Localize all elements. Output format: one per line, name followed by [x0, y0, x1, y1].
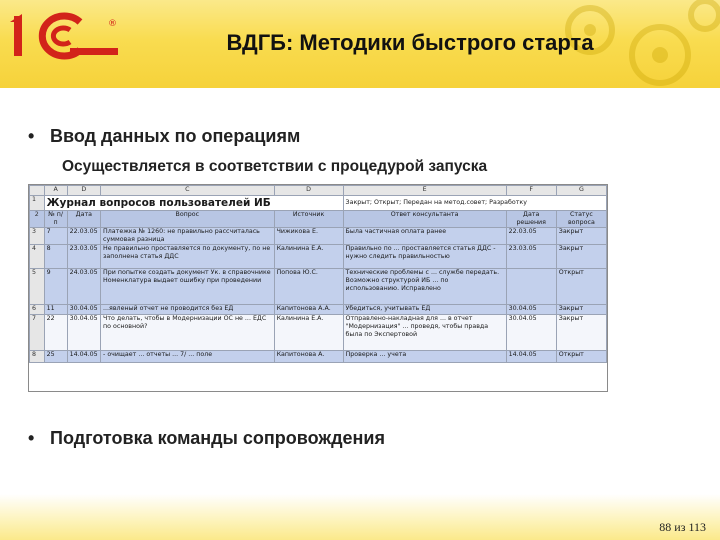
column-letter[interactable]: G — [556, 186, 606, 196]
row-number: 3 — [30, 228, 45, 245]
cell-source[interactable]: Калинина Е.А. — [274, 245, 343, 269]
cell-decision-date[interactable]: 30.04.05 — [506, 315, 556, 351]
cell-question[interactable]: ...явленый отчет не проводится без ЕД — [101, 305, 275, 315]
cell-status[interactable]: Открыт — [556, 269, 606, 305]
column-letter[interactable]: A — [44, 186, 67, 196]
cell-number[interactable]: 25 — [44, 351, 67, 363]
cell-decision-date[interactable] — [506, 269, 556, 305]
row-number: 6 — [30, 305, 45, 315]
cell-source[interactable]: Калинина Е.А. — [274, 315, 343, 351]
cell-source[interactable]: Чижикова Е. — [274, 228, 343, 245]
cell-number[interactable]: 11 — [44, 305, 67, 315]
cell-answer[interactable]: Убедиться, учитывать ЕД — [343, 305, 506, 315]
header-date: Дата — [67, 211, 100, 228]
row-number: 4 — [30, 245, 45, 269]
cell-question[interactable]: Не правильно проставляется по документу, по не заполнена статья ДДС — [101, 245, 275, 269]
spreadsheet-screenshot — [28, 184, 608, 392]
bullet-item-2 — [28, 428, 385, 449]
cell-number[interactable]: 22 — [44, 315, 67, 351]
bullet-icon: • — [28, 126, 35, 146]
column-letter[interactable]: C — [101, 186, 275, 196]
cell-answer[interactable]: Проверка ... учета — [343, 351, 506, 363]
cell-question[interactable]: Что делать, чтобы в Модернизации ОС не ... ЕДС по основной? — [101, 315, 275, 351]
bullet-item-1 — [28, 126, 300, 147]
cell-source[interactable]: Капитонова А. — [274, 351, 343, 363]
cell-date[interactable]: 30.04.05 — [67, 315, 100, 351]
page-number: 88 из 113 — [659, 520, 706, 534]
table-header-row: 2 № п/п Дата Вопрос Источник Ответ консультанта Дата решения Статус вопроса — [30, 211, 607, 228]
header-status: Статус вопроса — [556, 211, 606, 228]
table-row[interactable] — [30, 245, 607, 269]
header-decision-date: Дата решения — [506, 211, 556, 228]
cell-number[interactable]: 7 — [44, 228, 67, 245]
cell-status[interactable]: Закрыт — [556, 315, 606, 351]
bullet-item-1-subtext: Осуществляется в соответствии с процедурой запуска — [62, 158, 488, 175]
cell-decision-date[interactable]: 14.04.05 — [506, 351, 556, 363]
cell-status[interactable]: Закрыт — [556, 228, 606, 245]
cell-answer[interactable]: Отправлено-накладная для ... в отчет "Модернизация" ... проведя, чтобы правда была по Экспертовой — [343, 315, 506, 351]
cell-question[interactable]: Платежка № 1260: не правильно рассчиталась суммовая разница — [101, 228, 275, 245]
cell-status[interactable]: Закрыт — [556, 305, 606, 315]
table-row[interactable] — [30, 269, 607, 305]
table-row[interactable] — [30, 228, 607, 245]
cell-date[interactable]: 30.04.05 — [67, 305, 100, 315]
cell-decision-date[interactable]: 30.04.05 — [506, 305, 556, 315]
header-question: Вопрос — [101, 211, 275, 228]
journal-title: Журнал вопросов пользователей ИБ — [44, 196, 343, 211]
column-letter[interactable]: E — [343, 186, 506, 196]
cell-source[interactable]: Капитонова А.А. — [274, 305, 343, 315]
cell-decision-date[interactable]: 23.03.05 — [506, 245, 556, 269]
cell-date[interactable]: 22.03.05 — [67, 228, 100, 245]
bullet-icon: • — [28, 428, 35, 448]
table-row[interactable] — [30, 305, 607, 315]
header-source: Источник — [274, 211, 343, 228]
row-number: 8 — [30, 351, 45, 363]
bullet-item-2-text: Подготовка команды сопровождения — [50, 428, 385, 448]
cell-status[interactable]: Открыт — [556, 351, 606, 363]
cell-number[interactable]: 9 — [44, 269, 67, 305]
cell-answer[interactable]: Технические проблемы с ... службе передать. Возможно структурой ИБ ... по использованию. Исправлено — [343, 269, 506, 305]
svg-text:®: ® — [108, 19, 117, 29]
cell-question[interactable]: При попытке создать документ Ук. в справочнике Номенклатура выдает ошибку при проведении — [101, 269, 275, 305]
table-row[interactable] — [30, 315, 607, 351]
row-number: 7 — [30, 315, 45, 351]
bullet-item-1-text: Ввод данных по операциям — [50, 126, 301, 146]
column-letter[interactable]: D — [67, 186, 100, 196]
header-answer: Ответ консультанта — [343, 211, 506, 228]
footer-band — [0, 494, 720, 540]
page-title: ВДГБ: Методики быстрого старта — [226, 30, 594, 55]
column-letter[interactable]: D — [274, 186, 343, 196]
header-number: № п/п — [44, 211, 67, 228]
row-number: 5 — [30, 269, 45, 305]
cell-date[interactable]: 14.04.05 — [67, 351, 100, 363]
journal-status-legend: Закрыт; Открыт; Передан на метод.совет; Разработку — [343, 196, 606, 211]
journal-title-row: 1 Журнал вопросов пользователей ИБ Закрыт; Открыт; Передан на метод.совет; Разработку — [30, 196, 607, 211]
cell-date[interactable]: 24.03.05 — [67, 269, 100, 305]
cell-number[interactable]: 8 — [44, 245, 67, 269]
cell-answer[interactable]: Была частичная оплата ранее — [343, 228, 506, 245]
column-header-row — [30, 186, 607, 196]
column-letter[interactable]: F — [506, 186, 556, 196]
cell-source[interactable]: Попова Ю.С. — [274, 269, 343, 305]
cell-date[interactable]: 23.03.05 — [67, 245, 100, 269]
cell-status[interactable]: Закрыт — [556, 245, 606, 269]
1c-logo-icon — [10, 10, 122, 60]
cell-answer[interactable]: Правильно по ... проставляется статья ДДС - нужно следить правильностью — [343, 245, 506, 269]
slide-header — [0, 0, 720, 88]
table-row[interactable] — [30, 351, 607, 363]
cell-decision-date[interactable]: 22.03.05 — [506, 228, 556, 245]
cell-question[interactable]: - очищает ... отчеты ... 7/ ... поле — [101, 351, 275, 363]
